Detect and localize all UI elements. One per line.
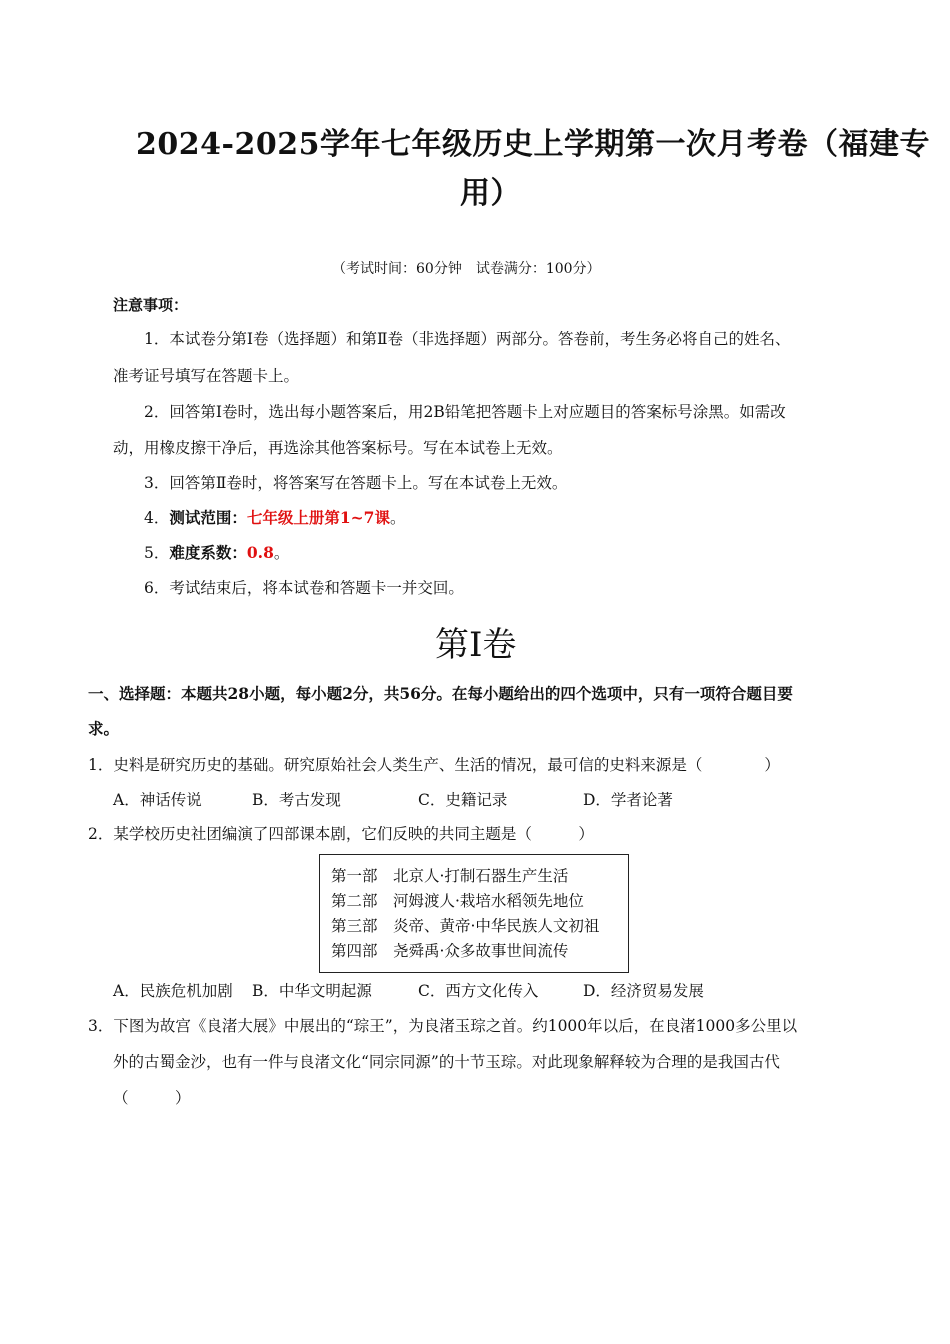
question-1-option-a: A．神话传说: [113, 791, 202, 809]
notice-item-1: 1．本试卷分第Ⅰ卷（选择题）和第Ⅱ卷（非选择题）两部分。答卷前，考生务必将自己的姓名、: [144, 330, 791, 348]
exam-info: （考试时间：60分钟 试卷满分：100分）: [332, 261, 601, 277]
question-3-stem: 3．下图为故宫《良渚大展》中展出的“琮王”，为良渚玉琮之首。约1000年以后，在良渚1000多公里以: [88, 1017, 798, 1035]
notice-item-5-end: 。: [273, 544, 290, 562]
notice-item-2-cont: 动，用橡皮擦干净后，再选涂其他答案标号。写在本试卷上无效。: [113, 439, 563, 457]
question-2-option-a: A．民族危机加剧: [113, 982, 233, 1000]
notice-item-4-end: 。: [389, 509, 406, 527]
question-2-option-c: C．西方文化传入: [418, 982, 539, 1000]
table-row: 第三部 炎帝、黄帝·中华民族人文初祖: [331, 917, 600, 935]
difficulty-value: 0.8: [246, 543, 274, 562]
notice-heading: 注意事项：: [113, 296, 189, 314]
part1-instructions: 一、选择题：本题共28小题，每小题2分，共56分。在每小题给出的四个选项中，只有一项符合题目要: [88, 684, 793, 703]
question-3-stem-cont: 外的古蜀金沙，也有一件与良渚文化“同宗同源”的十节玉琮。对此现象解释较为合理的是我国古代: [113, 1053, 780, 1071]
question-1-option-c: C．史籍记录: [418, 791, 508, 809]
difficulty-label: 难度系数：: [169, 543, 247, 562]
table-row: 第二部 河姆渡人·栽培水稻领先地位: [331, 892, 584, 910]
question-1-option-d: D．学者论著: [583, 791, 673, 809]
notice-item-4: [144, 506, 405, 528]
notice-item-1-cont: 准考证号填写在答题卡上。: [113, 367, 300, 385]
question-2-stem: 2．某学校历史社团编演了四部课本剧，它们反映的共同主题是（ ）: [88, 825, 594, 843]
notice-item-2: 2．回答第Ⅰ卷时，选出每小题答案后，用2B铅笔把答题卡上对应题目的答案标号涂黑。如需改: [144, 403, 786, 421]
question-2-option-b: B．中华文明起源: [252, 982, 372, 1000]
doc-title-line1: 2024-2025学年七年级历史上学期第一次月考卷（福建专: [136, 127, 930, 162]
question-3-blank: （ ）: [113, 1089, 191, 1107]
question-1-option-b: B．考古发现: [252, 791, 341, 809]
part1-instructions-cont: 求。: [88, 719, 120, 738]
test-scope-label: 测试范围：: [169, 508, 247, 527]
table-row: 第一部 北京人·打制石器生产生活: [331, 867, 569, 885]
test-scope-value: 七年级上册第1~7课: [246, 508, 390, 527]
notice-item-5: [144, 541, 289, 563]
question-1-stem: 1．史料是研究历史的基础。研究原始社会人类生产、生活的情况，最可信的史料来源是（ ）: [88, 756, 780, 774]
notice-item-3: 3．回答第Ⅱ卷时，将答案写在答题卡上。写在本试卷上无效。: [144, 474, 568, 492]
question-2-table: [319, 854, 629, 973]
doc-title-line2: 用）: [460, 176, 521, 211]
notice-item-4-prefix: 4．: [144, 509, 170, 527]
section-title: 第Ⅰ卷: [435, 625, 517, 665]
notice-item-5-prefix: 5．: [144, 544, 170, 562]
table-row: 第四部 尧舜禹·众多故事世间流传: [331, 942, 569, 960]
question-2-option-d: D．经济贸易发展: [583, 982, 704, 1000]
notice-item-6: 6．考试结束后，将本试卷和答题卡一并交回。: [144, 579, 464, 597]
